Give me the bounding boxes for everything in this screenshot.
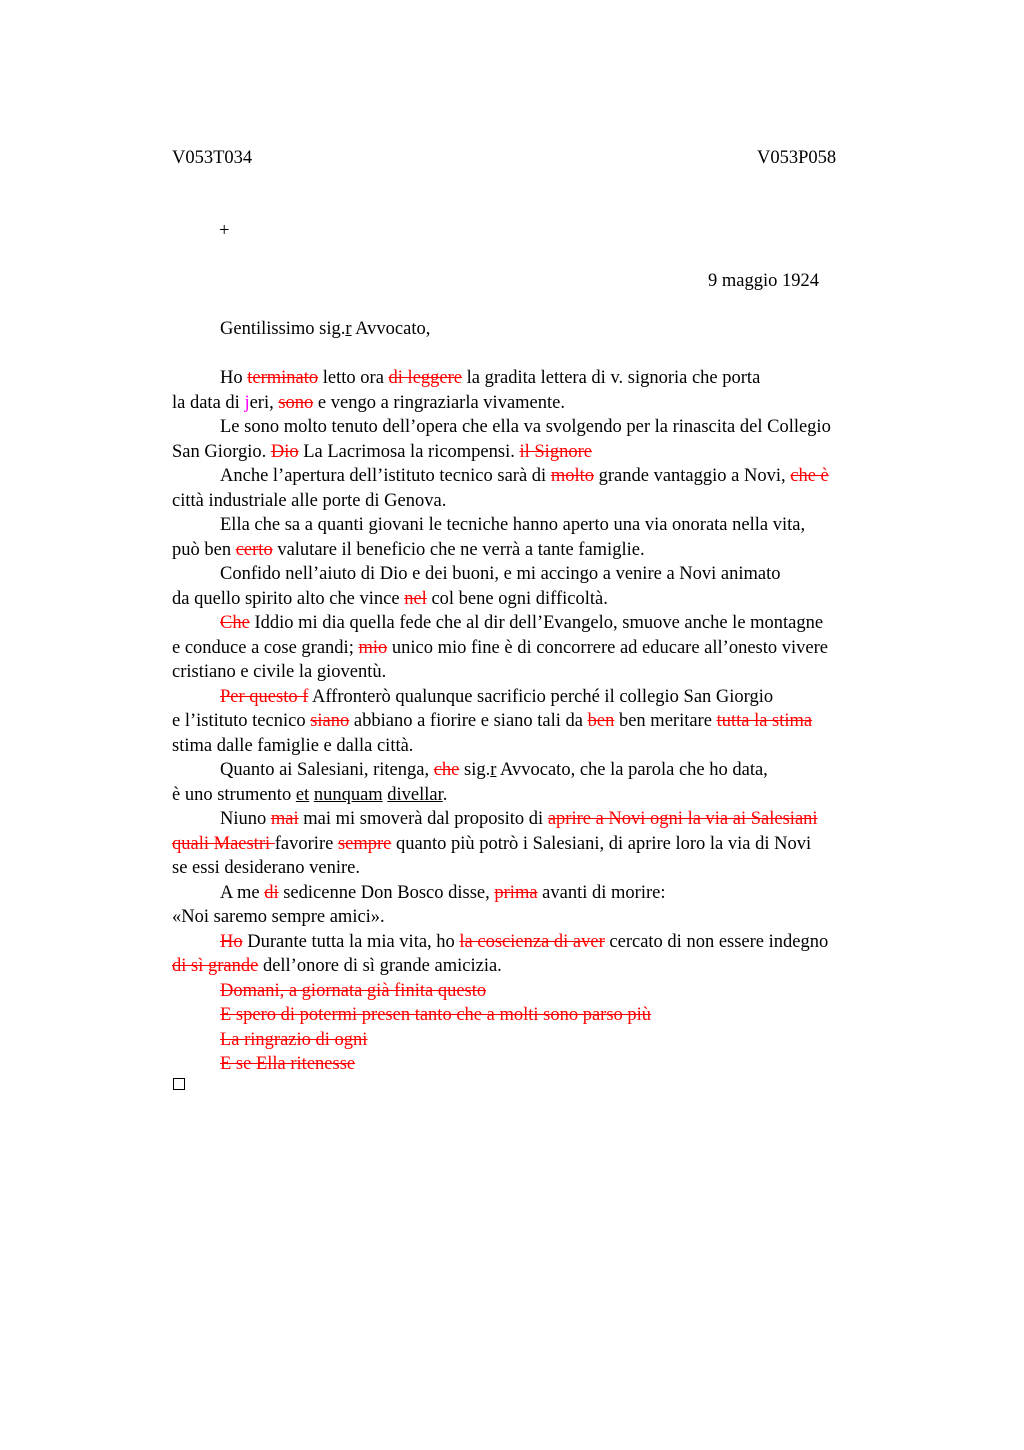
text-line <box>172 440 912 465</box>
text-line <box>172 366 912 391</box>
text: da quello spirito alto che vince <box>172 588 405 609</box>
deleted-text: nel <box>404 588 427 609</box>
text: valutare il beneficio che ne verrà a tante famiglie. <box>272 539 645 560</box>
text-line <box>172 930 912 955</box>
text-line <box>172 758 912 783</box>
text: col bene ogni difficoltà. <box>426 588 608 609</box>
deleted-text: Domani, a giornata già finita questo <box>220 980 487 1001</box>
text: letto ora <box>318 368 389 388</box>
text: Ella che sa a quanti giovani le tecniche hanno aperto una via onorata nella vita, <box>220 515 806 535</box>
text: A me <box>220 882 265 903</box>
text-line <box>172 856 912 881</box>
letter-body <box>172 366 912 1077</box>
text: favorire <box>274 833 338 854</box>
deleted-text: E se Ella ritenesse <box>220 1054 356 1074</box>
deleted-text: Ho <box>220 931 243 952</box>
text-line <box>172 489 912 514</box>
text-line <box>172 587 912 612</box>
deleted-text: tutta la stima <box>716 711 813 731</box>
text-line <box>172 660 912 685</box>
text-line <box>172 734 912 759</box>
text-line <box>172 709 912 734</box>
corrected-letter: j <box>244 392 250 413</box>
text: grande vantaggio a Novi, <box>594 466 791 486</box>
deleted-text: di leggere <box>388 368 462 388</box>
text-line <box>172 685 912 710</box>
deleted-text: mio <box>358 637 388 658</box>
salutation-text: Gentilissimo sig. <box>220 319 346 339</box>
deleted-text: quali Maestri <box>172 833 275 854</box>
end-marker-box <box>173 1078 185 1090</box>
deleted-text: E spero di potermi presen tanto che a molti sono parso più <box>220 1005 652 1025</box>
text: . <box>442 784 448 805</box>
text: quanto più potrò i Salesiani, di aprire loro la via di Novi <box>391 833 812 854</box>
text: Durante tutta la mia vita, ho <box>242 931 460 952</box>
text: sedicenne Don Bosco disse, <box>278 882 495 903</box>
text: Niuno <box>220 809 271 829</box>
deleted-text: La ringrazio di ogni <box>220 1029 368 1050</box>
text: unico mio fine è di concorrere ad educare all’onesto vivere <box>387 637 828 658</box>
text: la gradita lettera di v. signoria che porta <box>462 368 761 388</box>
text: Quanto ai Salesiani, ritenga, <box>220 760 434 780</box>
text: cercato di non essere indegno <box>604 931 829 952</box>
salutation <box>220 318 430 340</box>
text: può ben <box>172 539 236 560</box>
text-line <box>172 391 912 416</box>
text-line <box>172 979 912 1004</box>
text: Ho <box>220 368 248 388</box>
text-line <box>172 832 912 857</box>
text-line <box>172 1028 912 1053</box>
text-line <box>172 611 912 636</box>
text-line <box>172 636 912 661</box>
underlined-text: nunquam <box>313 784 383 805</box>
underlined-text: r <box>490 760 497 780</box>
text: la data di <box>172 392 245 413</box>
text: Confido nell’aiuto di Dio e dei buoni, e mi accingo a venire a Novi animato <box>220 564 781 584</box>
text: stima dalle famiglie e dalla città. <box>172 735 414 756</box>
text: cristiano e civile la gioventù. <box>172 662 387 682</box>
deleted-text: ben <box>587 711 615 731</box>
underlined-text: divellar <box>387 784 443 805</box>
deleted-text: siano <box>310 711 350 731</box>
text: sig. <box>459 760 491 780</box>
text: Anche l’apertura dell’istituto tecnico sarà di <box>220 466 551 486</box>
text-line <box>172 881 912 906</box>
salutation-text: Avvocato, <box>351 319 431 339</box>
text-line <box>172 954 912 979</box>
document-code-right: V053P058 <box>757 148 837 168</box>
text: La Lacrimosa la ricompensi. <box>298 441 520 462</box>
text-line <box>172 1003 912 1028</box>
document-code-left: V053T034 <box>172 148 253 168</box>
deleted-text: Per questo f <box>220 686 309 707</box>
text-line <box>172 415 912 440</box>
text-line <box>172 513 912 538</box>
text: «Noi saremo sempre amici». <box>172 907 385 927</box>
text: e vengo a ringraziarla vivamente. <box>313 392 565 413</box>
text: dell’onore di sì grande amicizia. <box>258 956 502 976</box>
deleted-text: prima <box>494 882 538 903</box>
text: Le sono molto tenuto dell’opera che ella va svolgendo per la rinascita del Collegio <box>220 417 831 437</box>
text: abbiano a fiorire e siano tali da <box>349 711 588 731</box>
text: mai mi smoverà dal proposito di <box>298 809 548 829</box>
deleted-text: a Novi ogni la via ai Salesiani <box>595 809 818 829</box>
text: ben meritare <box>614 711 717 731</box>
text-line <box>172 807 912 832</box>
deleted-text: di <box>264 882 279 903</box>
deleted-text: Dio <box>270 441 299 462</box>
deleted-text: mai <box>270 809 299 829</box>
deleted-text: il Signore <box>519 441 592 462</box>
text: città industriale alle porte di Genova. <box>172 490 447 511</box>
text: è uno strumento <box>172 784 296 805</box>
text: Iddio mi dia quella fede che al dir dell’Evangelo, smuove anche le montagne <box>249 613 824 633</box>
deleted-text: sono <box>278 392 314 413</box>
text: eri, <box>249 392 279 413</box>
deleted-text: che <box>433 760 460 780</box>
text: se essi desiderano venire. <box>172 858 361 878</box>
deleted-text: la coscienza di aver <box>459 931 605 952</box>
letter-date: 9 maggio 1924 <box>708 271 819 291</box>
text: Avvocato, che la parola che ho data, <box>496 760 768 780</box>
text: avanti di morire: <box>537 882 666 903</box>
text: e conduce a cose grandi; <box>172 637 359 658</box>
text-line <box>172 562 912 587</box>
text: Affronterò qualunque sacrificio perché il collegio San Giorgio <box>308 686 774 707</box>
salutation-abbrev: r <box>345 319 352 339</box>
text-line <box>172 464 912 489</box>
deleted-text: terminato <box>247 368 319 388</box>
deleted-text: che è <box>790 466 829 486</box>
text: San Giorgio. <box>172 441 271 462</box>
deleted-text: aprire <box>547 809 591 829</box>
deleted-text: di sì grande <box>172 956 259 976</box>
cross-symbol: + <box>219 221 230 241</box>
deleted-text: certo <box>235 539 273 560</box>
deleted-text: Che <box>220 613 250 633</box>
text: e l’istituto tecnico <box>172 711 311 731</box>
deleted-text: molto <box>550 466 594 486</box>
text-line <box>172 905 912 930</box>
text-line <box>172 1052 912 1077</box>
deleted-text: sempre <box>337 833 392 854</box>
text-line <box>172 538 912 563</box>
text-line <box>172 783 912 808</box>
underlined-text: et <box>295 784 310 805</box>
